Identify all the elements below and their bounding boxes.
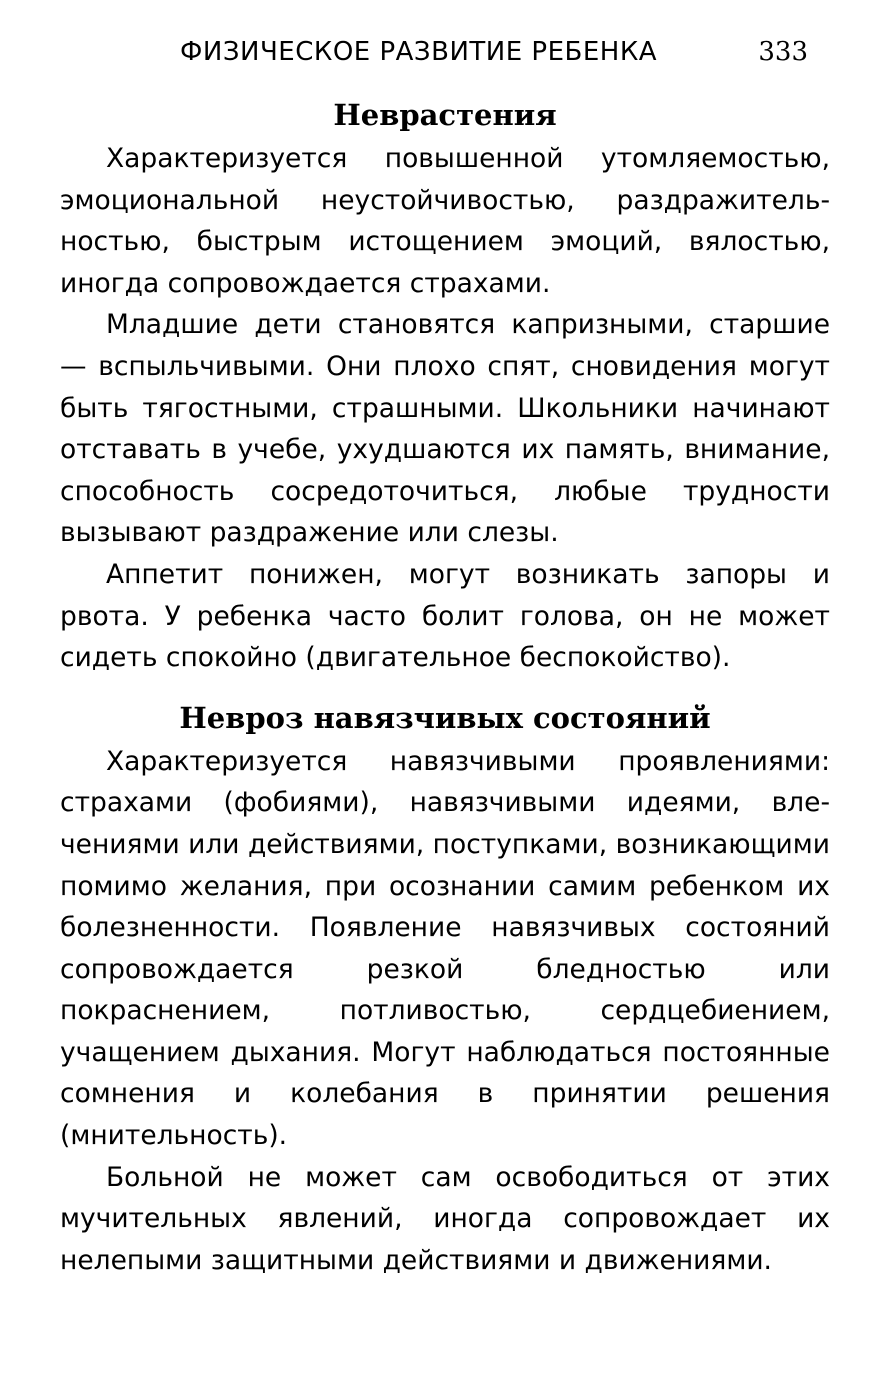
section-obsessive-neurosis <box>60 695 830 1282</box>
section-heading: Неврастения <box>333 98 557 132</box>
running-title: ФИЗИЧЕСКОЕ РАЗВИТИЕ РЕБЕНКА <box>180 37 658 67</box>
paragraph: Характеризуется навязчивыми проявлениями: страхами (фобиями), навязчивыми идеями, влечениями или действиями, поступками, возникающими помимо желания, при осознании самим ребенком их болезненности. Появление навязчивых состояний сопровождается резкой бледностью или покраснением, потливостью, сердцебиением, учащением дыхания. Могут наблюдаться постоянные сомнения и колебания в принятии решения (мнительность). <box>60 745 830 1152</box>
section-neurasthenia <box>60 92 830 679</box>
page-number: 333 <box>758 37 808 67</box>
page-content <box>60 92 830 1281</box>
section-heading: Невроз навязчивых состояний <box>179 700 711 735</box>
paragraph: Характеризуется повышенной утомляемостью, эмоциональной неустойчивостью, раздражительностью, быстрым истощением эмоций, вялостью, иногда сопровождается страхами. <box>60 143 830 299</box>
paragraph: Больной не может сам освободиться от этих мучительных явлений, иногда сопровождает их нелепыми защитными действиями и движениями. <box>60 1161 830 1276</box>
paragraph: Аппетит понижен, могут возникать запоры и рвота. У ребенка часто болит голова, он не может сидеть спокойно (двигательное беспокойство). <box>60 558 830 674</box>
paragraph: Младшие дети становятся капризными, старшие — вспыльчивыми. Они плохо спят, сновидения могут быть тягостными, страшными. Школьники начинают отставать в учебе, ухудшаются их память, внимание, способность сосредоточиться, любые трудности вызывают раздражение или слезы. <box>60 309 830 549</box>
running-head <box>0 32 888 72</box>
